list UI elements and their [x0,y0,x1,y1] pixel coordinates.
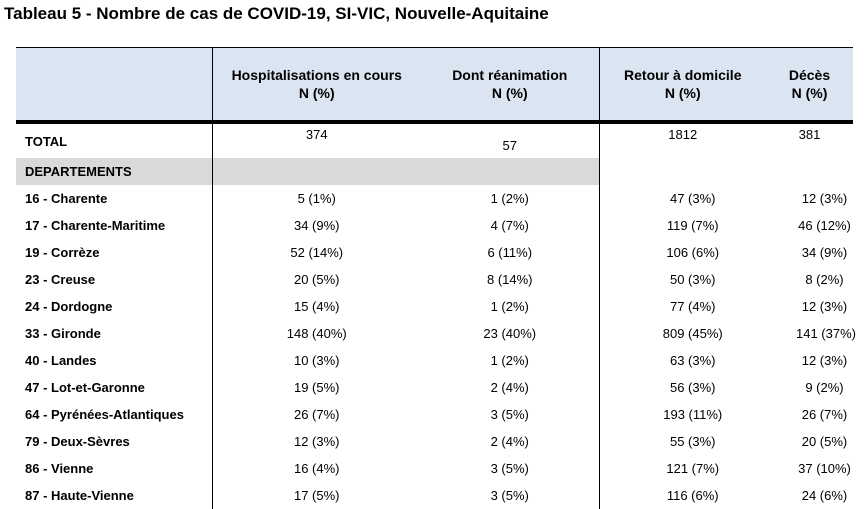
table-row [16,266,853,293]
cell-retour-domicile: 63 (3%) [599,347,766,374]
table-row [16,401,853,428]
row-label: 40 - Landes [25,353,97,368]
total-row [16,122,853,158]
header-retour-domicile-label: Retour à domicile [624,67,742,83]
table-row [16,374,853,401]
cell-reanimation: 2 (4%) [490,434,529,449]
cell-hospitalisations: 20 (5%) [212,266,421,293]
header-reanimation-unit: N (%) [491,85,528,101]
row-label: 16 - Charente [25,191,108,206]
cell-deces: 141 (37%) [796,326,856,341]
departements-gap [766,158,853,185]
table-row [16,482,853,509]
table-row [16,293,853,320]
cell-deces: 24 (6%) [801,488,848,503]
cell-retour-domicile: 106 (6%) [599,239,766,266]
cell-retour-domicile: 809 (45%) [599,320,766,347]
cell-reanimation: 2 (4%) [490,380,529,395]
cell-retour-domicile: 56 (3%) [599,374,766,401]
row-label: 33 - Gironde [25,326,101,341]
row-label: 79 - Deux-Sèvres [25,434,130,449]
cell-deces: 20 (5%) [801,434,848,449]
departements-fill [212,158,421,185]
header-hospitalisations-unit: N (%) [298,85,335,101]
cell-reanimation: 6 (11%) [487,245,533,260]
departements-fill [421,158,599,185]
cell-deces: 46 (12%) [798,218,851,233]
cell-retour-domicile: 55 (3%) [599,428,766,455]
header-reanimation-label: Dont réanimation [452,67,568,83]
cell-retour-domicile: 77 (4%) [599,293,766,320]
total-reanimation: 57 [502,137,517,153]
cell-retour-domicile: 193 (11%) [599,401,766,428]
table-row [16,185,853,212]
row-label: 24 - Dordogne [25,299,113,314]
cell-deces: 12 (3%) [801,353,848,368]
header-retour-domicile-unit: N (%) [664,85,701,101]
cell-hospitalisations: 26 (7%) [212,401,421,428]
header-reanimation [421,48,599,123]
cell-hospitalisations: 148 (40%) [212,320,421,347]
header-hospitalisations [212,48,421,123]
cell-deces: 8 (2%) [805,272,844,287]
cell-reanimation: 1 (2%) [490,353,529,368]
row-label: 86 - Vienne [25,461,94,476]
table-row [16,428,853,455]
table-row [16,212,853,239]
header-deces-label: Décès [788,67,831,83]
cell-retour-domicile: 121 (7%) [599,455,766,482]
cell-reanimation: 3 (5%) [490,488,529,503]
cell-hospitalisations: 5 (1%) [212,185,421,212]
cell-deces: 12 (3%) [801,191,848,206]
cell-hospitalisations: 12 (3%) [212,428,421,455]
header-deces [766,48,853,123]
departements-header-row [16,158,853,185]
cell-hospitalisations: 17 (5%) [212,482,421,509]
cell-retour-domicile: 47 (3%) [599,185,766,212]
header-hospitalisations-label: Hospitalisations en cours [231,67,402,83]
cell-reanimation: 3 (5%) [490,407,529,422]
departements-gap [599,158,766,185]
row-label: 64 - Pyrénées-Atlantiques [25,407,184,422]
cell-retour-domicile: 50 (3%) [599,266,766,293]
header-row [16,48,853,123]
table-row [16,320,853,347]
header-empty-cell [16,48,212,123]
cell-reanimation: 1 (2%) [490,191,529,206]
cell-hospitalisations: 34 (9%) [212,212,421,239]
cell-deces: 34 (9%) [801,245,848,260]
cell-reanimation: 23 (40%) [483,326,537,341]
cell-reanimation: 8 (14%) [486,272,533,287]
total-label: TOTAL [25,133,68,149]
row-label: 47 - Lot-et-Garonne [25,380,145,395]
cell-reanimation: 1 (2%) [490,299,529,314]
row-label: 87 - Haute-Vienne [25,488,134,503]
cell-hospitalisations: 15 (4%) [212,293,421,320]
table-row [16,455,853,482]
table-row [16,347,853,374]
covid-cases-table [16,47,856,509]
cell-hospitalisations: 52 (14%) [212,239,421,266]
cell-deces: 9 (2%) [805,380,844,395]
cell-hospitalisations: 10 (3%) [212,347,421,374]
total-deces: 381 [798,127,821,142]
row-label: 17 - Charente-Maritime [25,218,166,233]
cell-hospitalisations: 19 (5%) [212,374,421,401]
row-label: 23 - Creuse [25,272,96,287]
cell-deces: 26 (7%) [801,407,848,422]
header-deces-unit: N (%) [791,85,828,101]
table-row [16,239,853,266]
cell-deces: 37 (10%) [798,461,851,476]
row-label: 19 - Corrèze [25,245,100,260]
cell-retour-domicile: 116 (6%) [599,482,766,509]
cell-retour-domicile: 119 (7%) [599,212,766,239]
table-title: Tableau 5 - Nombre de cas de COVID-19, SI-VIC, Nouvelle-Aquitaine [4,4,549,23]
total-retour-domicile: 1812 [599,122,766,158]
cell-reanimation: 3 (5%) [490,461,529,476]
cell-deces: 12 (3%) [801,299,848,314]
cell-hospitalisations: 16 (4%) [212,455,421,482]
total-hospitalisations: 374 [212,122,421,158]
departements-label: DEPARTEMENTS [16,158,212,185]
cell-reanimation: 4 (7%) [490,218,529,233]
header-retour-domicile [599,48,766,123]
